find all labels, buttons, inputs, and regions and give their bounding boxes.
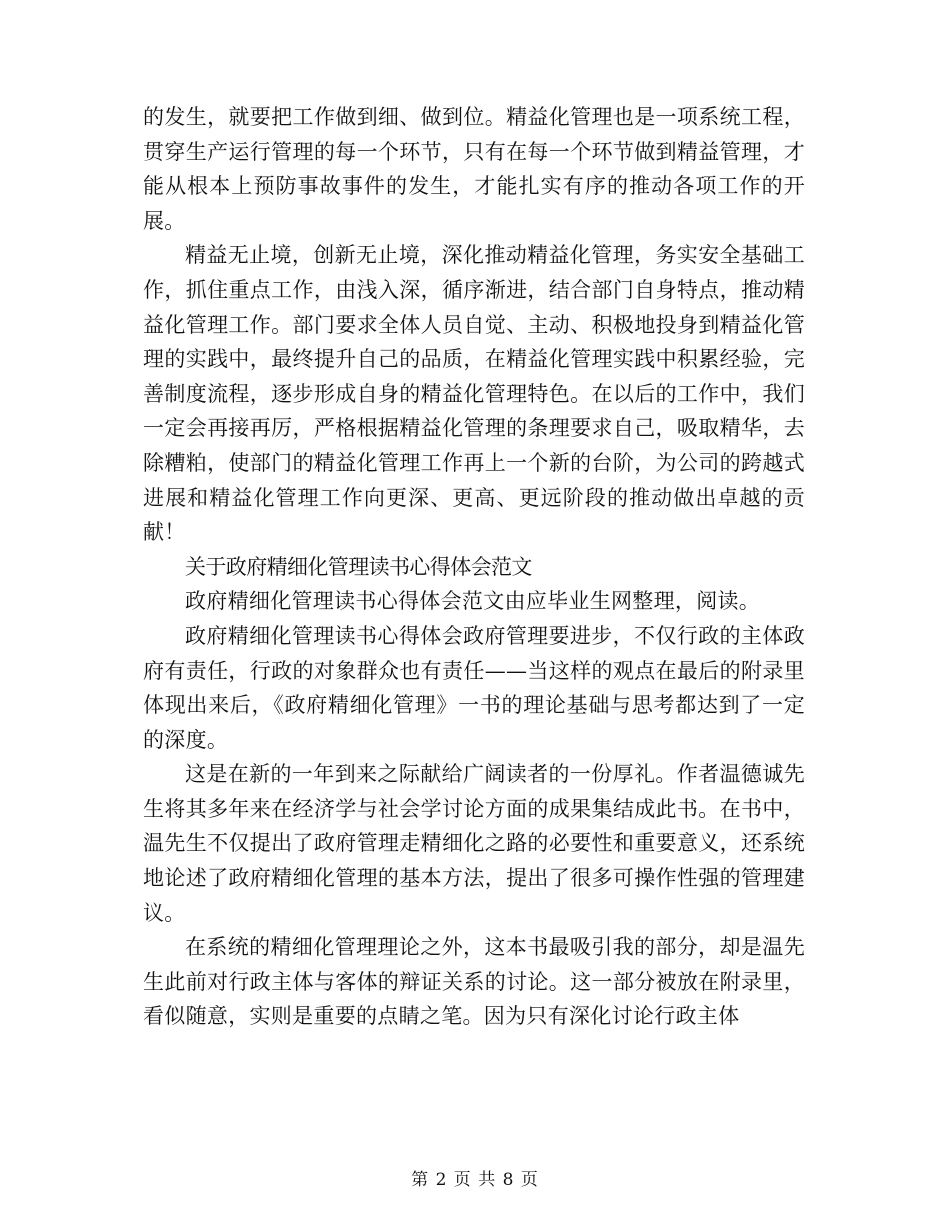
- paragraph-lean-management: 精益无止境，创新无止境，深化推动精益化管理，务实安全基础工作，抓住重点工作，由浅入深，循序渐进，结合部门自身特点，推动精益化管理工作。部门要求全体人员自觉、主动、积极地投身到精益化管理的实践中，最终提升自己的品质，在精益化管理实践中积累经验，完善制度流程，逐步形成自身的精益化管理特色。在以后的工作中，我们一定会再接再厉，严格根据精益化管理的条理要求自己，吸取精华，去除糟粕，使部门的精益化管理工作再上一个新的台阶，为公司的跨越式进展和精益化管理工作向更深、更高、更远阶段的推动做出卓越的贡献！: [143, 243, 805, 545]
- paragraph-author: 这是在新的一年到来之际献给广阔读者的一份厚礼。作者温德诚先生将其多年来在经济学与社会学讨论方面的成果集结成此书。在书中，温先生不仅提出了政府管理走精细化之路的必要性和重要意义，还系统地论述了政府精细化管理的基本方法，提出了很多可操作性强的管理建议。: [143, 762, 805, 925]
- document-body: [143, 100, 805, 1034]
- paragraph-appendix: 在系统的精细化管理理论之外，这本书最吸引我的部分，却是温先生此前对行政主体与客体的辩证关系的讨论。这一部分被放在附录里，看似随意，实则是重要的点睛之笔。因为只有深化讨论行政主体: [143, 935, 805, 1029]
- paragraph-source-note: 政府精细化管理读书心得体会范文由应毕业生网整理，阅读。: [185, 589, 761, 614]
- paragraph-continuation: 的发生，就要把工作做到细、做到位。精益化管理也是一项系统工程，贯穿生产运行管理的每一个环节，只有在每一个环节做到精益管理，才能从根本上预防事故事件的发生，才能扎实有序的推动各项工作的开展。: [143, 105, 805, 233]
- paragraph-book-intro: 政府精细化管理读书心得体会政府管理要进步，不仅行政的主体政府有责任，行政的对象群众也有责任——当这样的观点在最后的附录里体现出来后，《政府精细化管理》一书的理论基础与思考都达到了一定的深度。: [143, 623, 805, 752]
- section-title: 关于政府精细化管理读书心得体会范文: [185, 554, 532, 579]
- page-footer: 第 2 页 共 8 页: [411, 1170, 539, 1190]
